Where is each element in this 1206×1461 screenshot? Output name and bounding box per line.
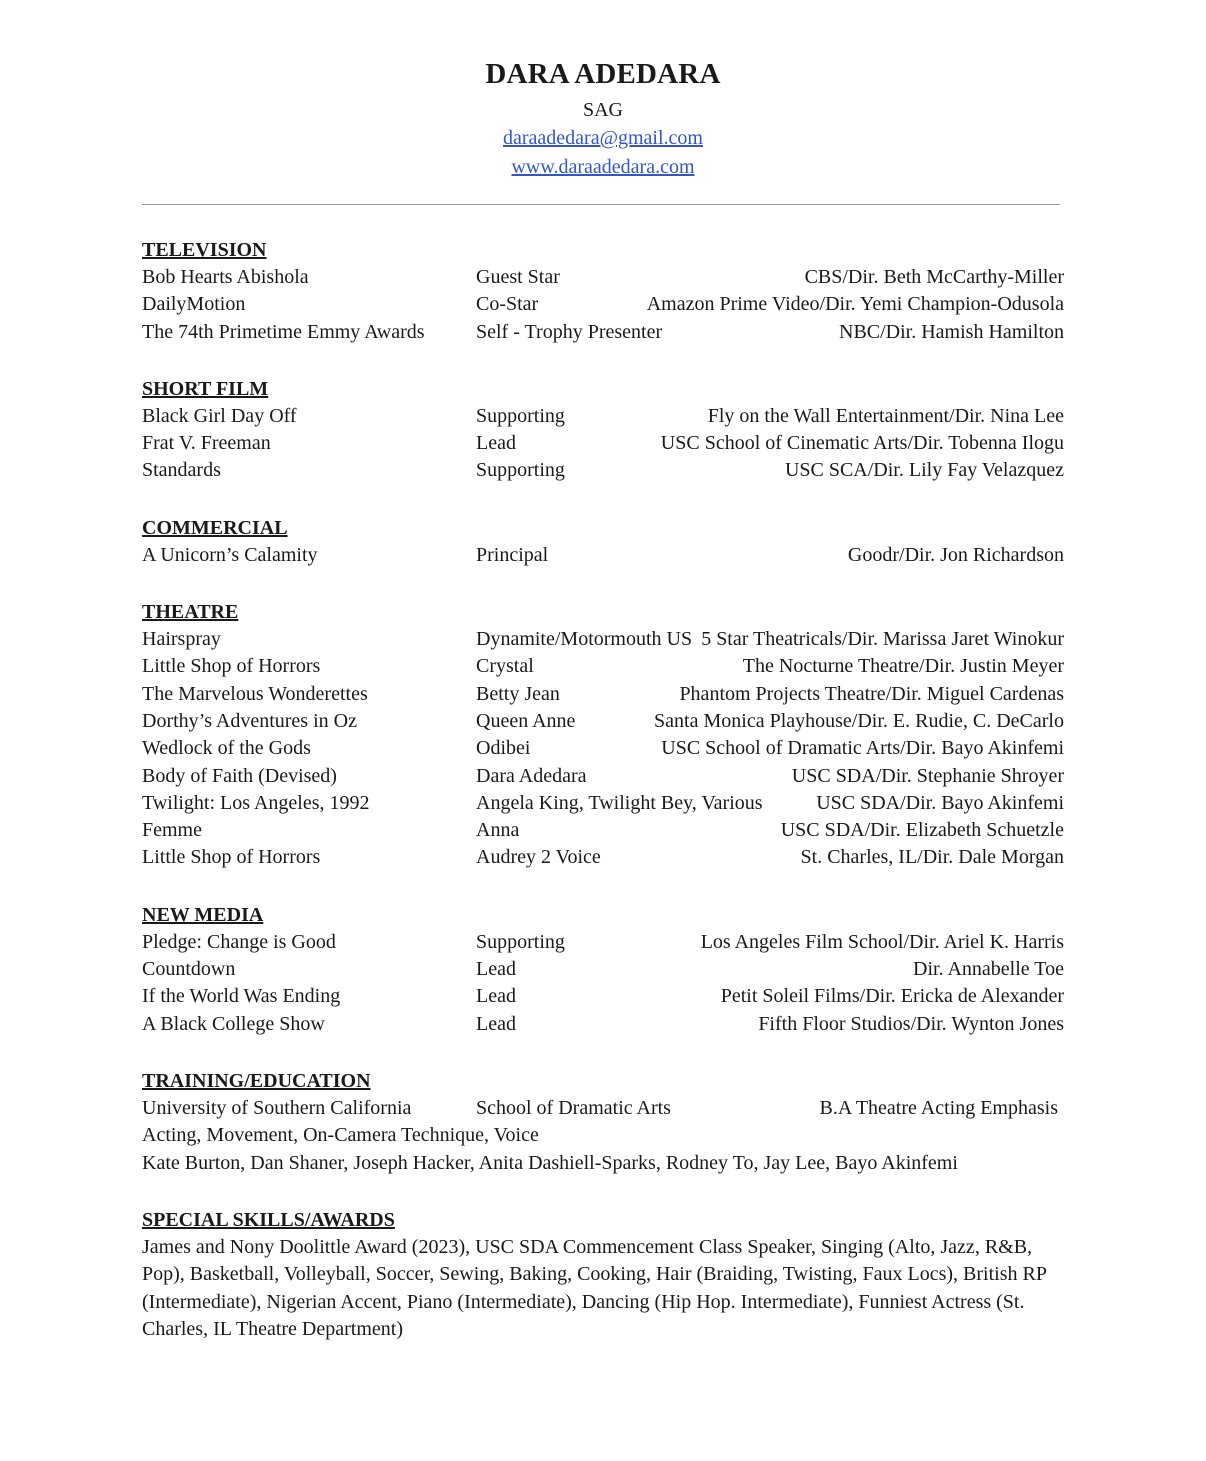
- school-name: University of Southern California: [142, 1096, 412, 1119]
- credit-project: The Marvelous Wonderettes: [142, 682, 368, 705]
- credit-role: Principal: [476, 543, 549, 566]
- section-training: [142, 1068, 1064, 1177]
- credit-role: Odibei: [476, 737, 531, 760]
- credit-company-director: St. Charles, IL/Dir. Dale Morgan: [800, 846, 1064, 869]
- skills-text: James and Nony Doolittle Award (2023), USC SDA Commencement Class Speaker, Singing (Alto, Jazz, R&B, Pop), Basketball, Volleyball, Soccer, Sewing, Baking, Cooking, Hair (Braiding, Twisting, Faux Locs), British RP (Intermediate), Nigerian Accent, Piano (Intermediate), Dancing (Hip Hop. Intermediate), Funniest Actress (St. Charles, IL Theatre Department): [142, 1235, 1047, 1341]
- credit-project: Pledge: Change is Good: [142, 930, 336, 953]
- credit-company-director: Fifth Floor Studios/Dir. Wynton Jones: [758, 1012, 1064, 1035]
- section-commercial: [142, 515, 1064, 569]
- credit-company-director: Fly on the Wall Entertainment/Dir. Nina Lee: [707, 404, 1064, 427]
- credit-company-director: Phantom Projects Theatre/Dir. Miguel Cardenas: [679, 682, 1064, 705]
- credit-row: [142, 956, 1064, 983]
- credit-company-director: USC School of Dramatic Arts/Dir. Bayo Akinfemi: [661, 737, 1064, 760]
- credit-project: If the World Was Ending: [142, 985, 341, 1008]
- credit-row: [142, 403, 1064, 430]
- credits-list: [142, 626, 1064, 872]
- union-affiliation: SAG: [582, 99, 623, 121]
- credit-project: Wedlock of the Gods: [142, 737, 311, 760]
- credit-role: Self - Trophy Presenter: [476, 320, 663, 343]
- credit-row: [142, 929, 1064, 956]
- credit-row: [142, 319, 1064, 346]
- credit-role: Supporting: [476, 459, 565, 482]
- credit-row: [142, 457, 1064, 484]
- credit-role: Supporting: [476, 930, 565, 953]
- credit-role: Lead: [476, 958, 516, 981]
- credit-project: A Black College Show: [142, 1012, 325, 1035]
- credit-row: [142, 681, 1064, 708]
- credit-project: Hairspray: [142, 628, 221, 651]
- credit-row: [142, 844, 1064, 871]
- credit-project: Little Shop of Horrors: [142, 655, 321, 678]
- training-teachers: Kate Burton, Dan Shaner, Joseph Hacker, Anita Dashiell-Sparks, Rodney To, Jay Lee, Bayo Akinfemi: [142, 1151, 958, 1174]
- credit-role: Supporting: [476, 404, 565, 427]
- training-row: [142, 1095, 1064, 1122]
- credit-role: Dara Adedara: [476, 764, 587, 787]
- credit-row: [142, 817, 1064, 844]
- credits-list: [142, 542, 1064, 569]
- credit-role: Lead: [476, 1012, 516, 1035]
- credit-company-director: 5 Star Theatricals/Dir. Marissa Jaret Winokur: [701, 628, 1064, 651]
- email-link[interactable]: daraadedara@gmail.com: [503, 127, 703, 149]
- credit-project: Dorthy’s Adventures in Oz: [142, 709, 357, 732]
- credit-role: Crystal: [476, 655, 534, 678]
- credit-project: Frat V. Freeman: [142, 432, 271, 455]
- credit-project: Standards: [142, 459, 221, 482]
- credit-company-director: Petit Soleil Films/Dir. Ericka de Alexander: [720, 985, 1064, 1008]
- credit-company-director: CBS/Dir. Beth McCarthy-Miller: [804, 266, 1064, 288]
- credit-project: A Unicorn’s Calamity: [142, 543, 318, 566]
- credit-role: Guest Star: [476, 266, 560, 288]
- section-short-film: [142, 376, 1064, 485]
- credit-row: [142, 653, 1064, 680]
- credit-project: Countdown: [142, 958, 236, 981]
- credit-project: The 74th Primetime Emmy Awards: [142, 320, 425, 343]
- section-title: THEATRE: [142, 601, 239, 624]
- training-subjects: Acting, Movement, On-Camera Technique, Voice: [142, 1124, 539, 1147]
- section-television: [142, 237, 1064, 346]
- section-title: TRAINING/EDUCATION: [142, 1069, 371, 1092]
- credit-row: [142, 763, 1064, 790]
- section-skills: [142, 1207, 1064, 1344]
- credit-company-director: The Nocturne Theatre/Dir. Justin Meyer: [742, 655, 1064, 678]
- credits-list: [142, 403, 1064, 485]
- credit-role: Audrey 2 Voice: [476, 846, 601, 869]
- credit-row: [142, 1011, 1064, 1038]
- degree: B.A Theatre Acting Emphasis: [819, 1096, 1058, 1119]
- credit-project: Little Shop of Horrors: [142, 846, 321, 869]
- credit-role: Co-Star: [476, 293, 539, 316]
- credit-row: [142, 626, 1064, 653]
- credit-role: Lead: [476, 432, 516, 455]
- credit-company-director: Los Angeles Film School/Dir. Ariel K. Harris: [700, 930, 1064, 953]
- website-link[interactable]: www.daraadedara.com: [511, 156, 695, 178]
- credit-row: [142, 790, 1064, 817]
- credit-row: [142, 708, 1064, 735]
- credit-company-director: NBC/Dir. Hamish Hamilton: [839, 320, 1064, 343]
- credit-role: Betty Jean: [476, 682, 560, 705]
- credit-project: Femme: [142, 819, 202, 842]
- credit-company-director: USC SDA/Dir. Elizabeth Schuetzle: [780, 819, 1064, 842]
- credit-row: [142, 542, 1064, 569]
- credit-role: Dynamite/Motormouth US: [476, 628, 693, 651]
- credits-list: [142, 929, 1064, 1038]
- header-divider: [142, 204, 1060, 205]
- credit-company-director: USC SDA/Dir. Bayo Akinfemi: [816, 791, 1064, 814]
- credit-role: Lead: [476, 985, 516, 1008]
- section-title: SHORT FILM: [142, 377, 269, 400]
- credit-role: Anna: [476, 819, 520, 842]
- credits-list: [142, 264, 1064, 346]
- credit-row: [142, 430, 1064, 457]
- credit-company-director: Goodr/Dir. Jon Richardson: [847, 543, 1064, 566]
- section-theatre: [142, 599, 1064, 872]
- section-new-media: [142, 902, 1064, 1038]
- credit-project: Body of Faith (Devised): [142, 764, 337, 787]
- section-title: NEW MEDIA: [142, 903, 264, 926]
- credit-row: [142, 983, 1064, 1010]
- credit-row: [142, 735, 1064, 762]
- program-name: School of Dramatic Arts: [476, 1096, 671, 1119]
- credit-project: Black Girl Day Off: [142, 404, 297, 427]
- actor-name: DARA ADEDARA: [485, 58, 721, 90]
- section-title: COMMERCIAL: [142, 516, 288, 539]
- credit-row: [142, 264, 1064, 291]
- credit-project: Twilight: Los Angeles, 1992: [142, 791, 370, 814]
- credit-company-director: USC SDA/Dir. Stephanie Shroyer: [791, 764, 1064, 787]
- section-title: SPECIAL SKILLS/AWARDS: [142, 1208, 395, 1231]
- credit-company-director: Santa Monica Playhouse/Dir. E. Rudie, C. DeCarlo: [654, 709, 1064, 732]
- credit-company-director: Dir. Annabelle Toe: [913, 958, 1064, 981]
- credit-role: Queen Anne: [476, 709, 576, 732]
- credit-company-director: Amazon Prime Video/Dir. Yemi Champion-Odusola: [646, 293, 1064, 316]
- credit-company-director: USC School of Cinematic Arts/Dir. Tobenna Ilogu: [660, 432, 1064, 455]
- credit-row: [142, 291, 1064, 318]
- resume-header: [142, 54, 1064, 182]
- resume-page: [142, 48, 1064, 1344]
- credit-company-director: USC SCA/Dir. Lily Fay Velazquez: [784, 459, 1064, 482]
- section-title: TELEVISION: [142, 239, 267, 261]
- credit-project: Bob Hearts Abishola: [142, 266, 309, 288]
- credit-project: DailyMotion: [142, 293, 246, 316]
- credit-role: Angela King, Twilight Bey, Various: [476, 791, 763, 814]
